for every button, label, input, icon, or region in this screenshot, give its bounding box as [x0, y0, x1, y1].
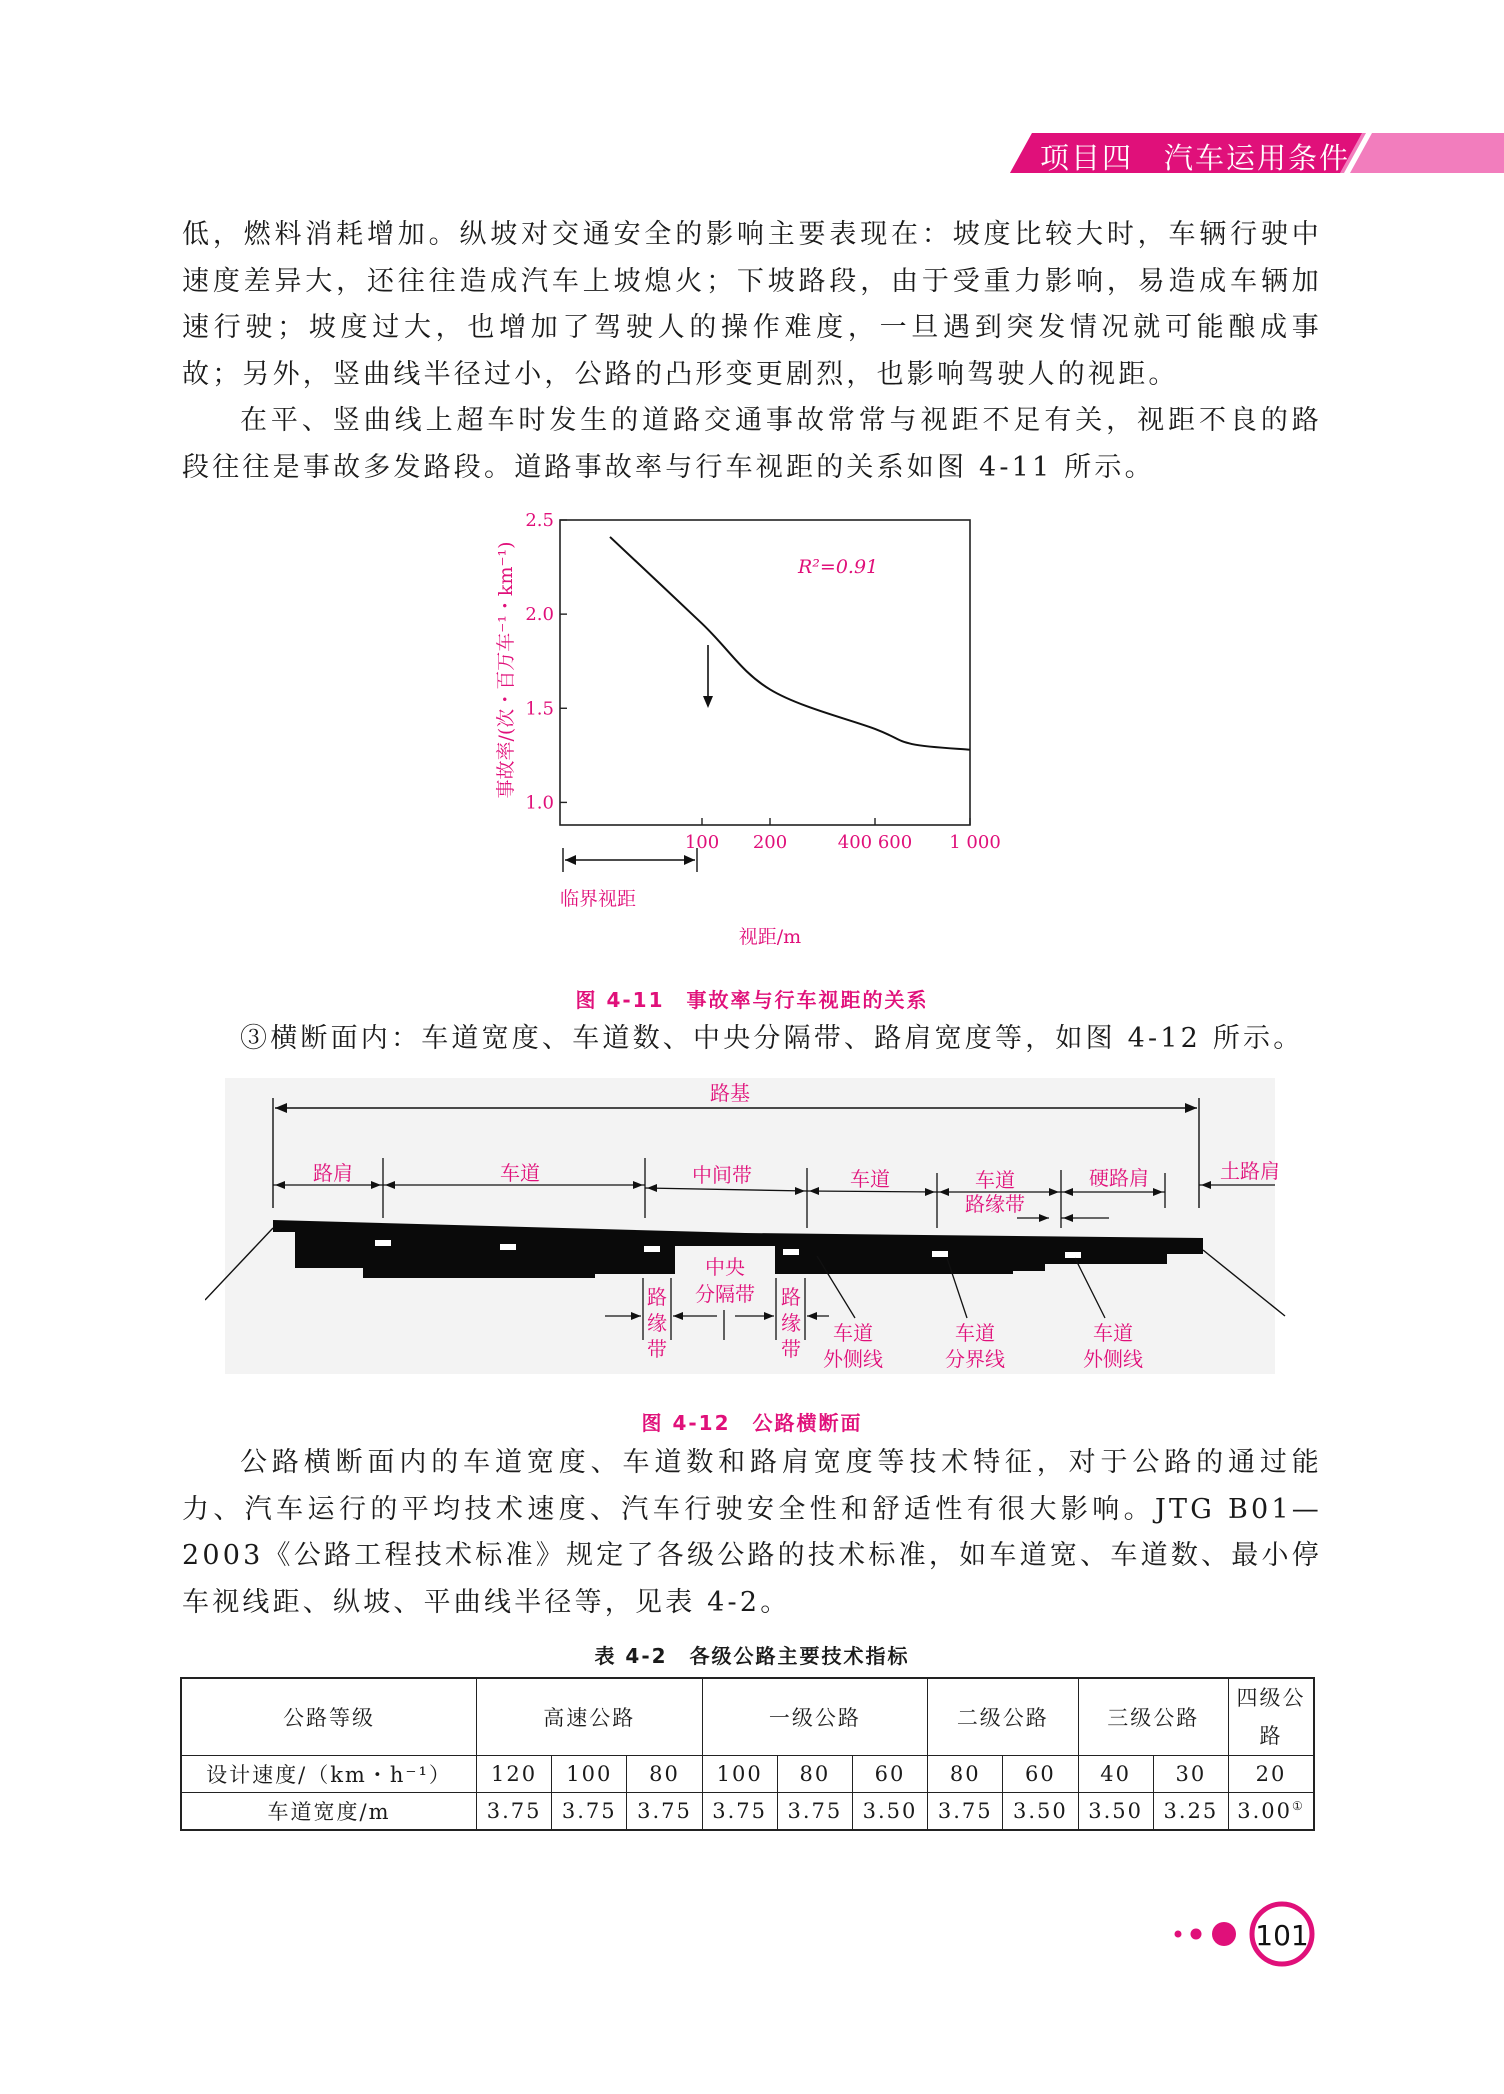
label-edge-strip: 路缘带 — [965, 1192, 1025, 1216]
road-cross-section-diagram — [205, 1078, 1295, 1378]
y-axis-label: 事故率/(次・百万车⁻¹・km⁻¹) — [495, 541, 517, 799]
outer-line-right-2: 外侧线 — [1083, 1347, 1143, 1371]
table-4-2-caption: 表 4-2 各级公路主要技术指标 — [594, 1644, 910, 1668]
outer-line-left-2: 外侧线 — [823, 1347, 883, 1371]
curb-right-1: 路 — [781, 1285, 801, 1309]
paragraph-1: 低，燃料消耗增加。纵坡对交通安全的影响主要表现在：坡度比较大时，车辆行驶中速度差异大，还往往造成汽车上坡熄火；下坡路段，由于受重力影响，易造成车辆加速行驶；坡度过大，也增加了驾驶人的操作难度，一旦遇到突发情况就可能酿成事故；另外，竖曲线半径过小，公路的凸形变更剧烈，也影响驾驶人的视距。 — [182, 219, 1322, 390]
table-cell: 60 — [1003, 1756, 1078, 1793]
table-cell: 3.75 — [928, 1793, 1003, 1831]
outer-line-right-1: 车道 — [1093, 1321, 1133, 1345]
header-grade: 公路等级 — [181, 1678, 477, 1756]
outer-line-left-1: 车道 — [833, 1321, 873, 1345]
x-tick-label: 1 000 — [949, 832, 1001, 853]
label-lane-left: 车道 — [500, 1161, 540, 1185]
label-lane-right-2: 车道 — [975, 1168, 1015, 1192]
y-tick-label: 1.0 — [525, 792, 554, 814]
table-cell: 100 — [552, 1756, 627, 1793]
table-cell: 3.75 — [702, 1793, 777, 1831]
label-hard-shoulder: 硬路肩 — [1089, 1166, 1149, 1190]
table-cell: 30 — [1153, 1756, 1228, 1793]
table-cell: 3.75 — [552, 1793, 627, 1831]
paragraph-4: 公路横断面内的车道宽度、车道数和路肩宽度等技术特征，对于公路的通过能力、汽车运行的平均技术速度、汽车行驶安全性和舒适性有很大影响。JTG B01—2003《公路工程技术标准》规定了各级公路的技术标准，如车道宽、车道数、最小停车视线距、纵坡、平曲线半径等，见表 4-2。 — [182, 1447, 1322, 1618]
row-label: 车道宽度/m — [181, 1793, 477, 1831]
label-median: 中间带 — [692, 1163, 752, 1187]
table-cell: 3.25 — [1153, 1793, 1228, 1831]
critical-distance-label: 临界视距 — [560, 888, 637, 910]
paragraph-2: 在平、竖曲线上超车时发生的道路交通事故常常与视距不足有关，视距不良的路段往往是事故多发路段。道路事故率与行车视距的关系如图 4-11 所示。 — [182, 405, 1322, 483]
figure-4-12-caption: 图 4-12 公路横断面 — [641, 1411, 863, 1435]
table-cell: 3.50 — [1078, 1793, 1153, 1831]
highway-spec-table — [180, 1677, 1315, 1831]
x-axis-ticks — [685, 818, 1001, 853]
table-cell: 3.50 — [1003, 1793, 1078, 1831]
label-soft-shoulder: 土路肩 — [1220, 1159, 1280, 1183]
label-central-divider-2: 分隔带 — [695, 1282, 755, 1306]
figure-4-11-caption: 图 4-11 事故率与行车视距的关系 — [575, 988, 929, 1012]
table-cell: 3.50 — [852, 1793, 927, 1831]
footnote-mark: ① — [1292, 1799, 1305, 1813]
table-header-row — [181, 1678, 1314, 1756]
chapter-title: 项目四 汽车运用条件 — [1040, 141, 1351, 175]
series-line — [610, 537, 970, 750]
table-cell: 120 — [477, 1756, 552, 1793]
table-cell: 20 — [1229, 1756, 1315, 1793]
curb-right-2: 缘 — [781, 1311, 801, 1335]
division-line-1: 车道 — [955, 1321, 995, 1345]
curb-right-3: 带 — [781, 1337, 801, 1361]
x-axis-label: 视距/m — [738, 926, 802, 948]
header-group: 二级公路 — [928, 1678, 1078, 1756]
table-cell: 40 — [1078, 1756, 1153, 1793]
table-cell: 100 — [702, 1756, 777, 1793]
label-shoulder: 路肩 — [313, 1161, 353, 1185]
header-group-text: 四级公路 — [1236, 1686, 1306, 1748]
r-squared-annotation: R²=0.91 — [798, 556, 879, 578]
table-cell: 60 — [852, 1756, 927, 1793]
y-tick-label: 1.5 — [525, 698, 554, 720]
table-cell: 3.75 — [777, 1793, 852, 1831]
label-central-divider-1: 中央 — [705, 1255, 745, 1279]
table-cell: 3.00① — [1229, 1793, 1315, 1831]
table-cell: 3.75 — [627, 1793, 702, 1831]
label-lane-right-1: 车道 — [850, 1167, 890, 1191]
accident-rate-chart — [480, 500, 1040, 960]
header-group: 高速公路 — [477, 1678, 703, 1756]
table-row — [181, 1793, 1314, 1831]
y-tick-label: 2.0 — [525, 604, 554, 626]
y-tick-label: 2.5 — [525, 510, 554, 531]
header-group — [1229, 1678, 1315, 1756]
x-tick-label: 400 600 — [837, 832, 913, 853]
table-cell: 3.75 — [477, 1793, 552, 1831]
x-tick-label: 200 — [752, 832, 788, 853]
page-number-badge — [1168, 1898, 1330, 1970]
header-group: 三级公路 — [1078, 1678, 1229, 1756]
table-row — [181, 1756, 1314, 1793]
page-number: 101 — [1255, 1919, 1309, 1952]
paragraph-3: ③横断面内：车道宽度、车道数、中央分隔带、路肩宽度等，如图 4-12 所示。 — [240, 1023, 1304, 1054]
division-line-2: 分界线 — [945, 1347, 1005, 1371]
table-cell: 80 — [928, 1756, 1003, 1793]
header-group: 一级公路 — [702, 1678, 928, 1756]
label-subgrade: 路基 — [710, 1081, 750, 1105]
curb-left-2: 缘 — [647, 1311, 667, 1335]
curb-left-1: 路 — [647, 1285, 667, 1309]
table-cell: 80 — [627, 1756, 702, 1793]
plot-frame — [560, 520, 970, 825]
trend-arrow-head — [703, 696, 713, 708]
curb-left-3: 带 — [647, 1337, 667, 1361]
row-label: 设计速度/（km・h⁻¹） — [181, 1756, 477, 1793]
table-cell: 80 — [777, 1756, 852, 1793]
x-tick-label: 100 — [684, 832, 720, 853]
